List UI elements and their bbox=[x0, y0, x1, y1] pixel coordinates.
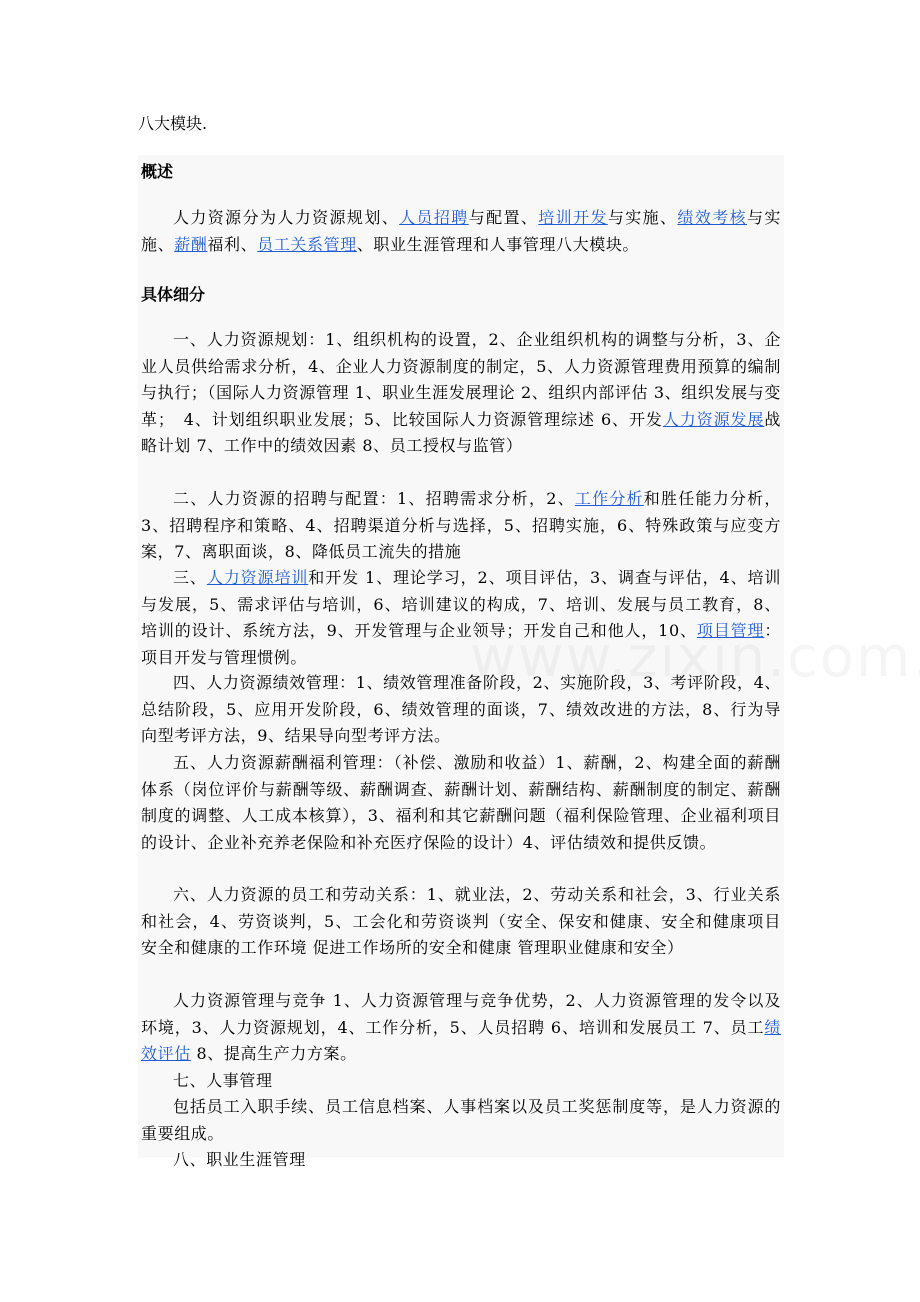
link-performance[interactable]: 绩效考核 bbox=[677, 208, 747, 227]
text: 三、 bbox=[173, 568, 207, 587]
overview-heading: 概述 bbox=[141, 162, 174, 181]
overview-paragraph bbox=[141, 205, 781, 258]
link-hr-training[interactable]: 人力资源培训 bbox=[206, 568, 309, 587]
text: 与实施、 bbox=[607, 208, 678, 227]
link-salary[interactable]: 薪酬 bbox=[174, 234, 208, 254]
section-competition bbox=[141, 988, 781, 1068]
text: 福利、 bbox=[207, 234, 258, 254]
section-performance: 四、人力资源绩效管理：1、绩效管理准备阶段，2、实施阶段，3、考评阶段，4、总结阶段，5、应用开发阶段，6、绩效管理的面谈，7、绩效改进的方法，8、行为导向型考评方法，9、结果导向型考评方法。 bbox=[141, 673, 781, 745]
link-job-analysis[interactable]: 工作分析 bbox=[574, 489, 644, 508]
article-body bbox=[138, 155, 784, 1169]
text: 人力资源管理与竞争 1、人力资源管理与竞争优势，2、人力资源管理的发令以及环境，3、人力资源规划，4、工作分析，5、人员招聘 6、培训和发展员工 7、员工 bbox=[141, 991, 781, 1037]
text: 二、人力资源的招聘与配置：1、招聘需求分析，2、 bbox=[173, 489, 575, 508]
link-hr-development[interactable]: 人力资源发展 bbox=[662, 409, 765, 429]
link-employee-relations[interactable]: 员工关系管理 bbox=[257, 234, 357, 254]
text: 和开发 1、理论学习，2、项目评估，3、调查与评估，4、培训与发展，5、需求评估与培训，6、培训建议的构成，7、培训、发展与员工教育，8、培训的设计、系统方法，9、开发管理与企业领导；开发自己和他人，10、 bbox=[141, 568, 782, 640]
link-recruitment[interactable]: 人员招聘 bbox=[399, 208, 469, 227]
section-recruitment bbox=[141, 486, 781, 566]
section-career-title: 八、职业生涯管理 bbox=[173, 1150, 306, 1169]
link-training[interactable]: 培训开发 bbox=[538, 208, 608, 227]
text: ：项目开发与管理惯例。 bbox=[141, 621, 781, 667]
intro-line: 八大模块. bbox=[138, 114, 208, 133]
section-personnel-title: 七、人事管理 bbox=[173, 1071, 273, 1090]
section-labor-relations: 六、人力资源的员工和劳动关系：1、就业法，2、劳动关系和社会，3、行业关系和社会，4、劳资谈判，5、工会化和劳资谈判（安全、保安和健康、安全和健康项目 安全和健康的工作环境 促进工作场所的安全和健康 管理职业健康和安全） bbox=[141, 885, 781, 957]
text: 与配置、 bbox=[468, 208, 539, 227]
section-training bbox=[141, 565, 781, 671]
link-performance-evaluation[interactable]: 绩效评估 bbox=[141, 1017, 781, 1063]
text: 人力资源分为人力资源规划、 bbox=[173, 208, 400, 227]
link-project-management[interactable]: 项目管理 bbox=[696, 621, 765, 640]
text: 8、提高生产力方案。 bbox=[190, 1044, 357, 1063]
text: 和胜任能力分析，3、招聘程序和策略、4、招聘渠道分析与选择，5、招聘实施，6、特殊政策与应变方案，7、离职面谈，8、降低员工流失的措施 bbox=[141, 489, 781, 561]
text: 战略计划 7、工作中的绩效因素 8、员工授权与监管） bbox=[141, 409, 781, 455]
section-compensation: 五、人力资源薪酬福利管理：（补偿、激励和收益）1、薪酬，2、构建全面的薪酬体系（岗位评价与薪酬等级、薪酬调查、薪酬计划、薪酬结构、薪酬制度的制定、薪酬制度的调整、人工成本核算），3、福利和其它薪酬问题（福利保险管理、企业福利项目的设计、企业补充养老保险和补充医疗保险的设计）4、评估绩效和提供反馈。 bbox=[141, 753, 781, 852]
detail-heading: 具体细分 bbox=[141, 285, 206, 304]
text: 与实施、 bbox=[141, 208, 781, 254]
text: 、职业生涯管理和人事管理八大模块。 bbox=[356, 234, 640, 254]
section-personnel-body: 包括员工入职手续、员工信息档案、人事档案以及员工奖惩制度等，是人力资源的重要组成。 bbox=[141, 1097, 781, 1143]
section-planning bbox=[141, 327, 781, 460]
text: 一、人力资源规划：1、组织机构的设置，2、企业组织机构的调整与分析，3、企业人员供给需求分析，4、企业人力资源制度的制定，5、人力资源管理费用预算的编制与执行；（国际人力资源管理 1、职业生涯发展理论 2、组织内部评估 3、组织发展与变革； 4、计划组织职业发展；5、比较国际人力资源管理综述 6、开发 bbox=[141, 330, 781, 429]
